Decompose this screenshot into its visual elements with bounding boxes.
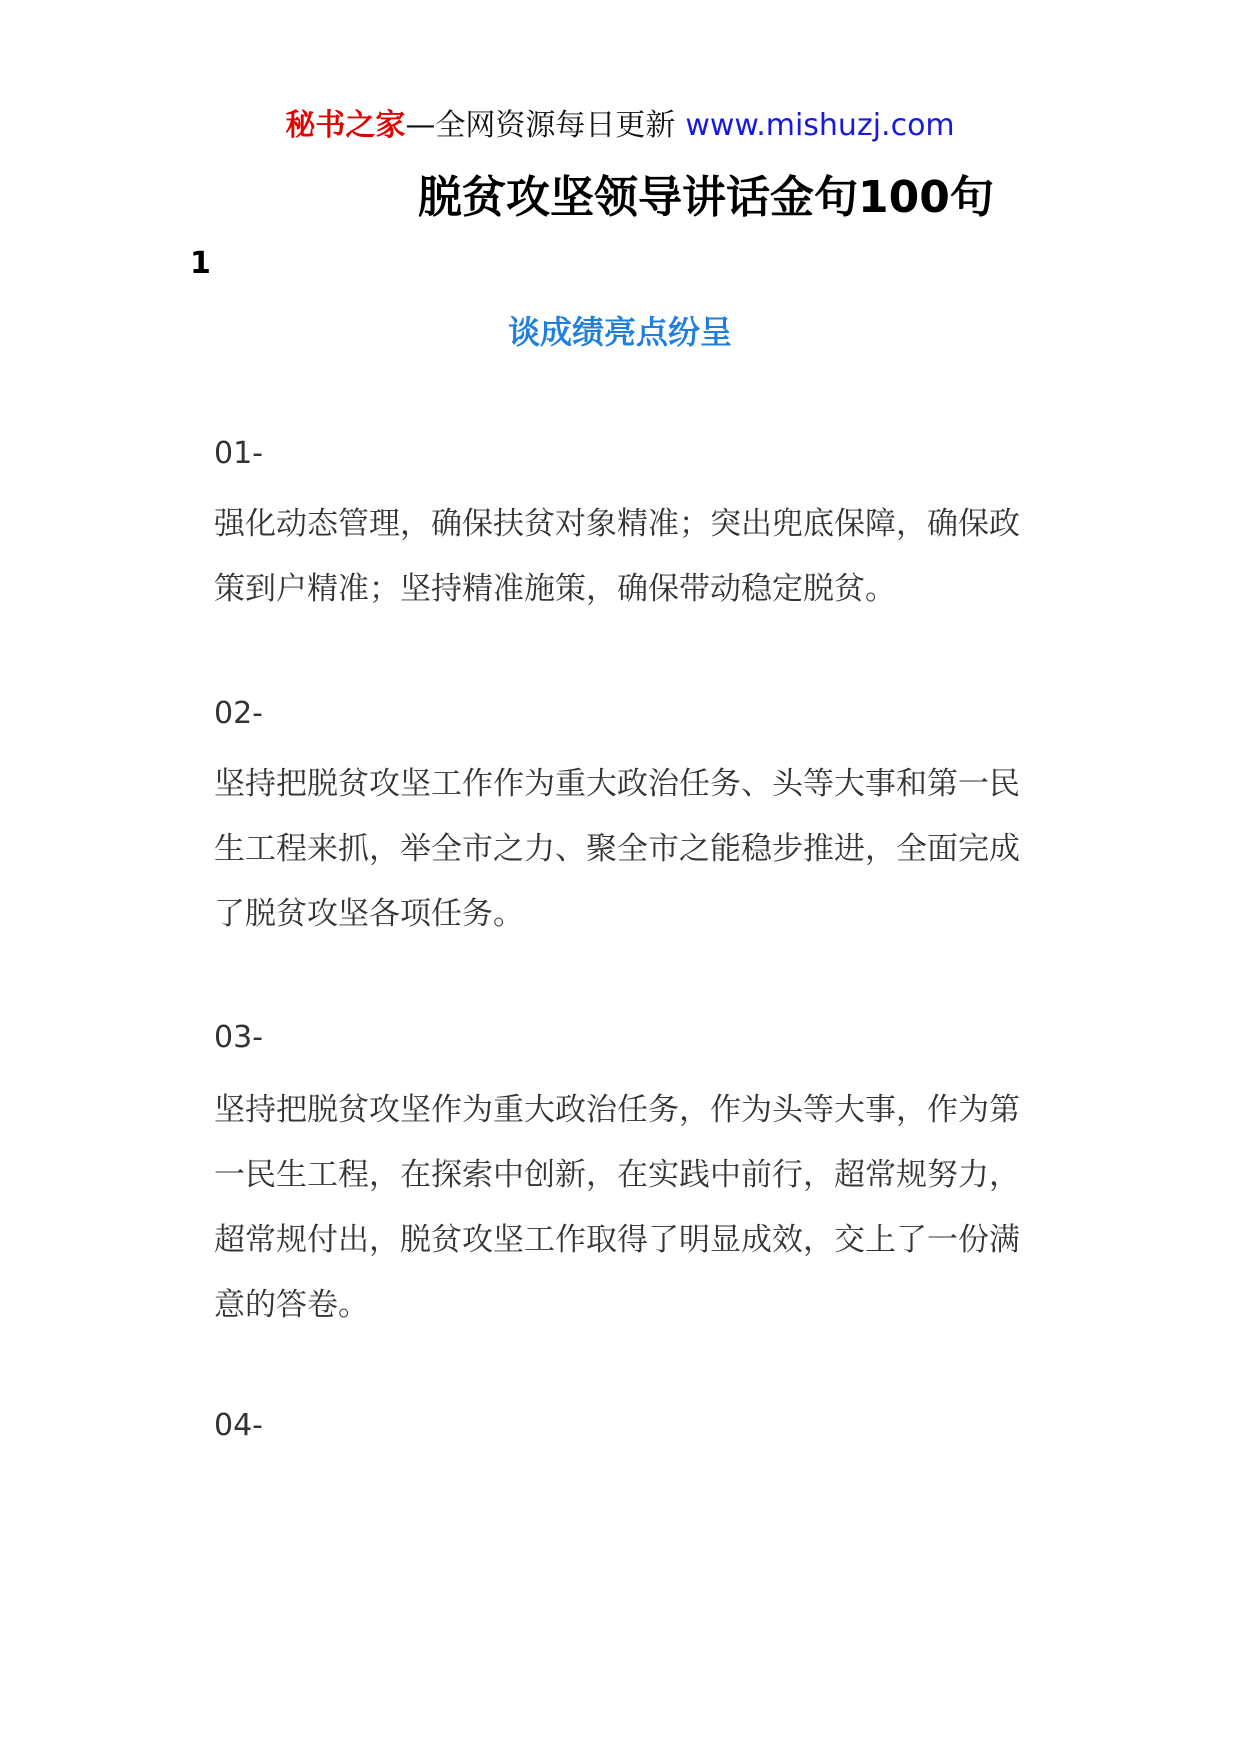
item-text-01: 强化动态管理，确保扶贫对象精准；突出兜底保障，确保政策到户精准；坚持精准施策，确保带动稳定脱贫。 (214, 506, 1020, 607)
site-url-link[interactable]: www.mishuzj.com (685, 108, 955, 143)
item-number-03: 03- (214, 1020, 263, 1055)
item-number-04: 04- (214, 1408, 263, 1443)
site-header (0, 104, 1240, 148)
item-number-01: 01- (214, 436, 263, 471)
item-text-03: 坚持把脱贫攻坚作为重大政治任务，作为头等大事，作为第一民生工程，在探索中创新，在实践中前行，超常规努力，超常规付出，脱贫攻坚工作取得了明显成效，交上了一份满意的答卷。 (214, 1092, 1020, 1323)
section-heading: 谈成绩亮点纷呈 (507, 313, 732, 351)
site-tagline: —全网资源每日更新 (405, 108, 676, 143)
brand-name: 秘书之家 (285, 108, 406, 143)
item-text-02: 坚持把脱贫攻坚工作作为重大政治任务、头等大事和第一民生工程来抓，举全市之力、聚全市之能稳步推进，全面完成了脱贫攻坚各项任务。 (214, 766, 1020, 932)
item-number-02: 02- (214, 696, 263, 731)
document-title: 脱贫攻坚领导讲话金句100句 (418, 172, 994, 223)
section-number: 1 (190, 246, 211, 281)
